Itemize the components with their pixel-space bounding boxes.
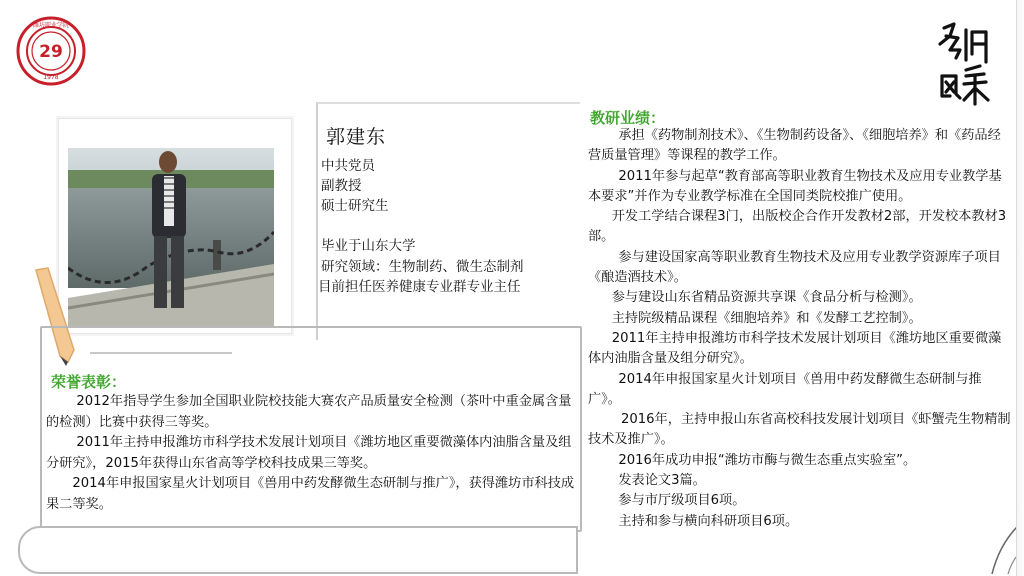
honors-body xyxy=(46,392,576,515)
research-paragraph: 开发工学结合课程3门，出版校企合作开发教材2部，开发校本教材3部。 xyxy=(588,209,1007,245)
profile-line-research-field: 研究领域：生物制药、微生态制剂 xyxy=(321,259,524,275)
divider-line xyxy=(90,352,232,354)
research-paragraph: 主持院级精品课程《细胞培养》和《发酵工艺控制》。 xyxy=(611,310,922,326)
profile-line-party: 中共党员 xyxy=(321,158,375,174)
profile-line-title: 副教授 xyxy=(321,178,362,194)
honors-paragraph: 2011年主持申报潍坊市科学技术发展计划项目《潍坊地区重要微藻体内油脂含量及组分研究》，2015年获得山东省高等学校科技成果三等奖。 xyxy=(46,435,572,471)
research-paragraph: 2014年申报国家星火计划项目《兽用中药发酵微生态研制与推广》。 xyxy=(588,371,982,407)
research-paragraph: 主持和参与横向科研项目6项。 xyxy=(618,513,799,529)
logo-year: 1978 xyxy=(43,74,59,81)
honors-title: 荣誉表彰： xyxy=(51,373,127,391)
research-paragraph: 承担《药物制剂技术》、《生物制药设备》、《细胞培养》和《药品经营质量管理》等课程的教学工作。 xyxy=(588,128,1001,164)
research-paragraph: 参与建设国家高等职业教育生物技术及应用专业教学资源库子项目《酿造酒技术》。 xyxy=(588,249,1001,286)
logo-ring-text: 潍坊职业学院 xyxy=(32,22,70,29)
honors-paragraph: 2012年指导学生参加全国职业院校技能大赛农产品质量安全检测（茶叶中重金属含量的检测）比赛中获得三等奖。 xyxy=(46,394,572,430)
research-paragraph: 2011年主持申报潍坊市科学技术发展计划项目《潍坊地区重要微藻体内油脂含量及组分研究》。 xyxy=(588,330,1002,367)
teacher-photo xyxy=(68,148,274,326)
honors-paragraph: 2014年申报国家星火计划项目《兽用中药发酵微生态研制与推广》，获得潍坊市科技成果二等奖。 xyxy=(46,476,575,512)
research-title: 教研业绩： xyxy=(590,109,666,127)
profile-line-position: 目前担任医养健康专业群专业主任 xyxy=(318,279,521,295)
teacher-name: 郭建东 xyxy=(326,126,387,148)
research-paragraph: 2016年成功申报“潍坊市酶与微生态重点实验室”。 xyxy=(618,452,917,468)
profile-line-graduated: 毕业于山东大学 xyxy=(321,238,416,254)
logo-emblem-text: 29 xyxy=(39,42,63,62)
calligraphy-decoration xyxy=(936,22,992,106)
research-paragraph: 2016年，主持申报山东省高校科技发展计划项目《虾蟹壳生物精制技术及推广》。 xyxy=(588,412,1011,448)
research-paragraph: 参与市厅级项目6项。 xyxy=(618,493,746,509)
research-paragraph: 2011年参与起草“教育部高等职业教育生物技术及应用专业教学基本要求”并作为专业教学标准在全国同类院校推广使用。 xyxy=(588,168,1002,204)
page-edge-decoration xyxy=(1016,0,1024,576)
school-logo xyxy=(16,16,86,86)
research-paragraph: 发表论文3篇。 xyxy=(618,473,706,489)
scroll-roll-decoration xyxy=(18,526,578,574)
profile-line-degree: 硕士研究生 xyxy=(321,198,389,214)
research-body xyxy=(588,126,1012,532)
research-paragraph: 参与建设山东省精品资源共享课《食品分析与检测》。 xyxy=(611,290,922,306)
